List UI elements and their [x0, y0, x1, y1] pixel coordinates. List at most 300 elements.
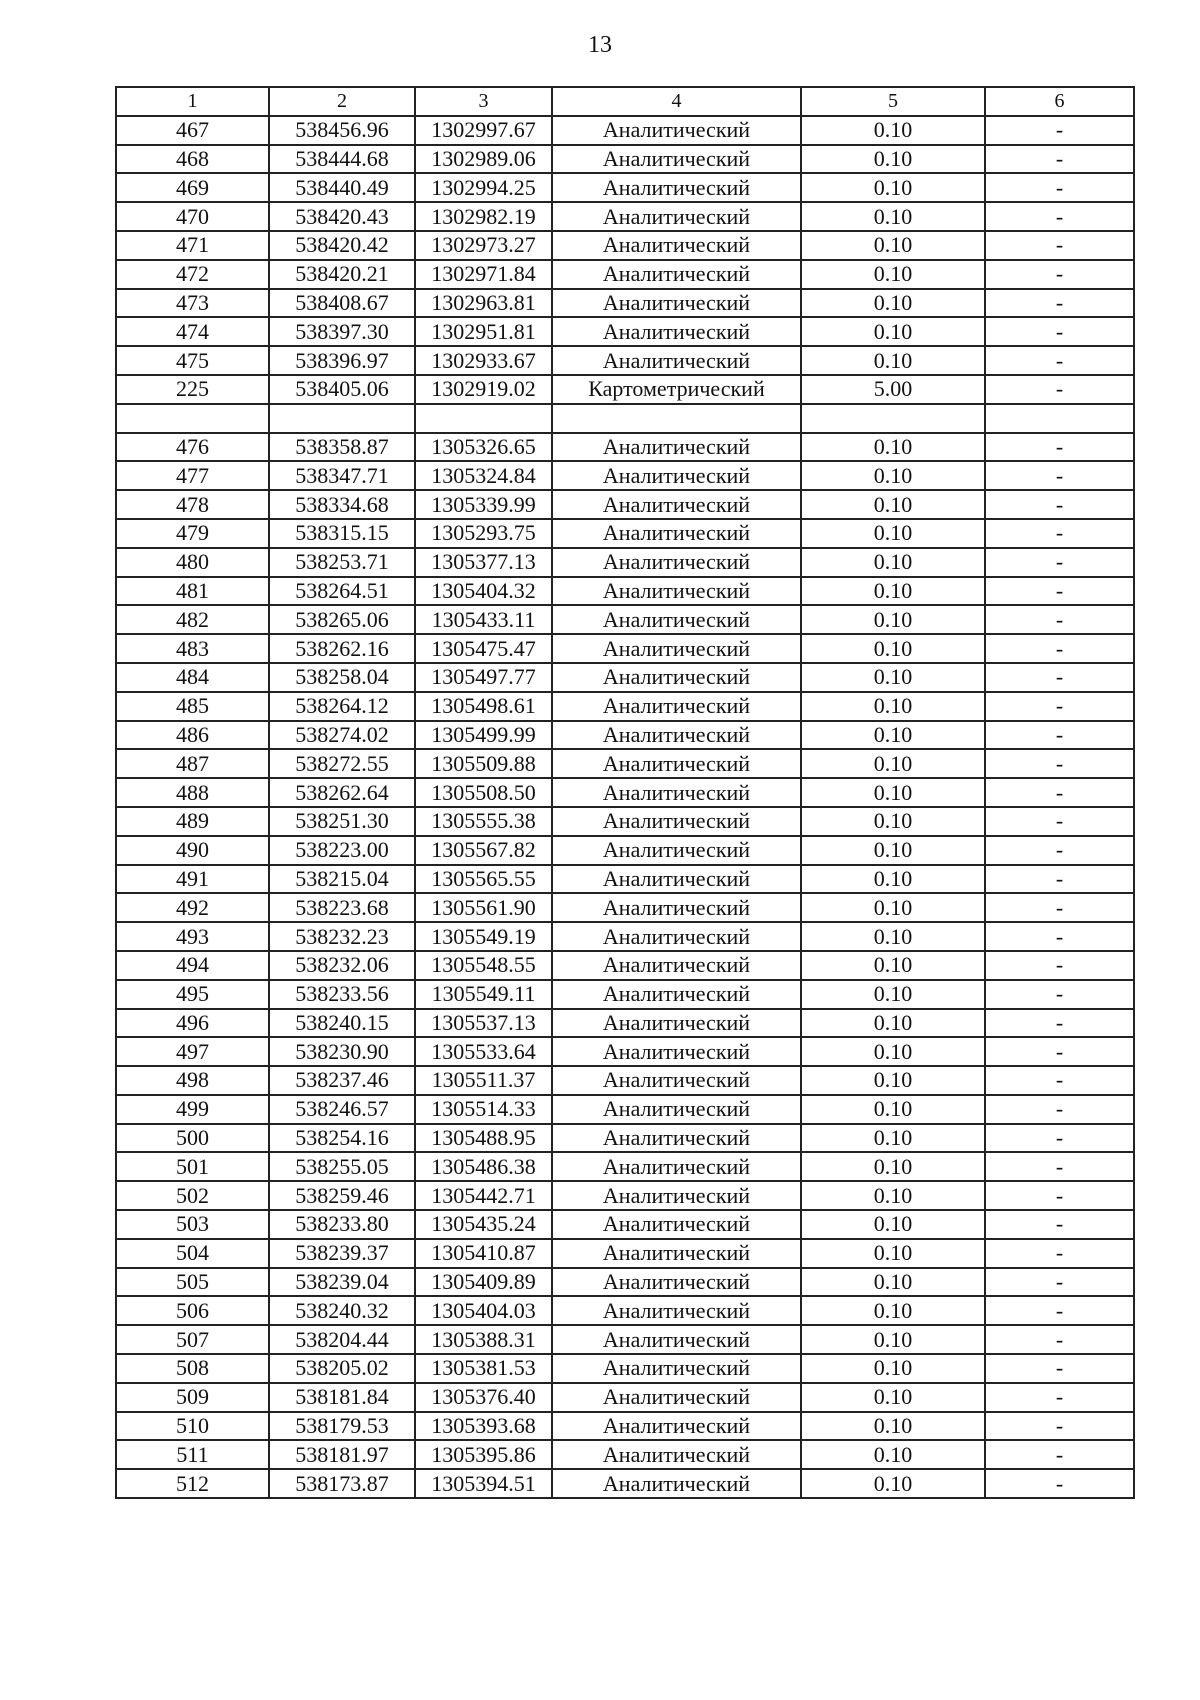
point-number-cell: 486 [116, 721, 269, 750]
y-coordinate-cell: 1302973.27 [415, 231, 552, 260]
note-cell: - [985, 663, 1134, 692]
note-cell: - [985, 577, 1134, 606]
y-coordinate-cell: 1302963.81 [415, 289, 552, 318]
note-cell: - [985, 1181, 1134, 1210]
y-coordinate-cell: 1305404.32 [415, 577, 552, 606]
method-cell: Аналитический [552, 807, 801, 836]
table-row [116, 721, 1134, 750]
accuracy-cell: 0.10 [801, 461, 985, 490]
accuracy-cell: 0.10 [801, 519, 985, 548]
table-row [116, 1412, 1134, 1441]
y-coordinate-cell: 1305514.33 [415, 1095, 552, 1124]
x-coordinate-cell: 538358.87 [269, 433, 415, 462]
point-number-cell: 482 [116, 605, 269, 634]
method-cell: Аналитический [552, 1412, 801, 1441]
y-coordinate-cell: 1305442.71 [415, 1181, 552, 1210]
accuracy-cell: 0.10 [801, 289, 985, 318]
note-cell: - [985, 116, 1134, 145]
note-cell: - [985, 1239, 1134, 1268]
accuracy-cell: 0.10 [801, 1469, 985, 1498]
method-cell: Аналитический [552, 1296, 801, 1325]
y-coordinate-cell: 1305410.87 [415, 1239, 552, 1268]
accuracy-cell: 0.10 [801, 893, 985, 922]
method-cell: Аналитический [552, 289, 801, 318]
table-row [116, 922, 1134, 951]
x-coordinate-cell: 538232.06 [269, 951, 415, 980]
point-number-cell: 512 [116, 1469, 269, 1498]
accuracy-cell: 0.10 [801, 1296, 985, 1325]
table-row [116, 951, 1134, 980]
page-number: 13 [588, 32, 612, 58]
method-cell: Аналитический [552, 1239, 801, 1268]
x-coordinate-cell: 538230.90 [269, 1037, 415, 1066]
point-number-cell: 499 [116, 1095, 269, 1124]
y-coordinate-cell: 1305475.47 [415, 634, 552, 663]
y-coordinate-cell: 1305376.40 [415, 1383, 552, 1412]
note-cell: - [985, 317, 1134, 346]
x-coordinate-cell: 538223.68 [269, 893, 415, 922]
accuracy-cell: 0.10 [801, 605, 985, 634]
x-coordinate-cell: 538233.56 [269, 980, 415, 1009]
method-cell [552, 404, 801, 433]
accuracy-cell: 5.00 [801, 375, 985, 404]
point-number-cell: 468 [116, 145, 269, 174]
y-coordinate-cell: 1305339.99 [415, 490, 552, 519]
accuracy-cell: 0.10 [801, 1383, 985, 1412]
y-coordinate-cell: 1302971.84 [415, 260, 552, 289]
point-number-cell: 484 [116, 663, 269, 692]
point-number-cell: 504 [116, 1239, 269, 1268]
table-row [116, 1066, 1134, 1095]
accuracy-cell: 0.10 [801, 778, 985, 807]
x-coordinate-cell: 538262.16 [269, 634, 415, 663]
x-coordinate-cell: 538259.46 [269, 1181, 415, 1210]
x-coordinate-cell: 538253.71 [269, 548, 415, 577]
point-number-cell: 501 [116, 1152, 269, 1181]
point-number-cell: 510 [116, 1412, 269, 1441]
y-coordinate-cell: 1305537.13 [415, 1009, 552, 1038]
y-coordinate-cell [415, 404, 552, 433]
point-number-cell: 488 [116, 778, 269, 807]
accuracy-cell: 0.10 [801, 1210, 985, 1239]
y-coordinate-cell: 1305509.88 [415, 749, 552, 778]
point-number-cell: 475 [116, 346, 269, 375]
note-cell: - [985, 807, 1134, 836]
method-cell: Аналитический [552, 202, 801, 231]
method-cell: Аналитический [552, 1066, 801, 1095]
method-cell: Аналитический [552, 346, 801, 375]
point-number-cell: 494 [116, 951, 269, 980]
y-coordinate-cell: 1305293.75 [415, 519, 552, 548]
note-cell: - [985, 778, 1134, 807]
table-row [116, 202, 1134, 231]
accuracy-cell: 0.10 [801, 145, 985, 174]
table-row [116, 865, 1134, 894]
table-row [116, 461, 1134, 490]
point-number-cell: 502 [116, 1181, 269, 1210]
table-row [116, 1268, 1134, 1297]
y-coordinate-cell: 1302982.19 [415, 202, 552, 231]
accuracy-cell: 0.10 [801, 663, 985, 692]
point-number-cell: 503 [116, 1210, 269, 1239]
y-coordinate-cell: 1302994.25 [415, 173, 552, 202]
y-coordinate-cell: 1305555.38 [415, 807, 552, 836]
x-coordinate-cell: 538315.15 [269, 519, 415, 548]
point-number-cell: 489 [116, 807, 269, 836]
method-cell: Картометрический [552, 375, 801, 404]
note-cell: - [985, 836, 1134, 865]
accuracy-cell: 0.10 [801, 116, 985, 145]
point-number-cell: 505 [116, 1268, 269, 1297]
y-coordinate-cell: 1305326.65 [415, 433, 552, 462]
method-cell: Аналитический [552, 893, 801, 922]
note-cell: - [985, 375, 1134, 404]
accuracy-cell: 0.10 [801, 1268, 985, 1297]
method-cell: Аналитический [552, 1325, 801, 1354]
y-coordinate-cell: 1305388.31 [415, 1325, 552, 1354]
point-number-cell: 477 [116, 461, 269, 490]
note-cell: - [985, 1152, 1134, 1181]
table-row [116, 634, 1134, 663]
accuracy-cell: 0.10 [801, 692, 985, 721]
note-cell: - [985, 1469, 1134, 1498]
note-cell: - [985, 1325, 1134, 1354]
note-cell: - [985, 980, 1134, 1009]
note-cell: - [985, 692, 1134, 721]
table-row [116, 260, 1134, 289]
method-cell: Аналитический [552, 1354, 801, 1383]
x-coordinate-cell: 538397.30 [269, 317, 415, 346]
x-coordinate-cell: 538239.37 [269, 1239, 415, 1268]
note-cell: - [985, 1066, 1134, 1095]
note-cell: - [985, 634, 1134, 663]
x-coordinate-cell: 538347.71 [269, 461, 415, 490]
accuracy-cell: 0.10 [801, 1440, 985, 1469]
point-number-cell: 485 [116, 692, 269, 721]
point-number-cell: 476 [116, 433, 269, 462]
accuracy-cell: 0.10 [801, 1325, 985, 1354]
x-coordinate-cell: 538246.57 [269, 1095, 415, 1124]
x-coordinate-cell: 538237.46 [269, 1066, 415, 1095]
y-coordinate-cell: 1305404.03 [415, 1296, 552, 1325]
method-cell: Аналитический [552, 980, 801, 1009]
accuracy-cell: 0.10 [801, 231, 985, 260]
table-row [116, 231, 1134, 260]
x-coordinate-cell: 538334.68 [269, 490, 415, 519]
x-coordinate-cell: 538255.05 [269, 1152, 415, 1181]
note-cell: - [985, 1296, 1134, 1325]
x-coordinate-cell: 538254.16 [269, 1124, 415, 1153]
table-row [116, 663, 1134, 692]
method-cell: Аналитический [552, 778, 801, 807]
table-row [116, 807, 1134, 836]
accuracy-cell: 0.10 [801, 1412, 985, 1441]
point-number-cell: 471 [116, 231, 269, 260]
note-cell: - [985, 1354, 1134, 1383]
note-cell: - [985, 951, 1134, 980]
method-cell: Аналитический [552, 145, 801, 174]
point-number-cell: 487 [116, 749, 269, 778]
note-cell: - [985, 145, 1134, 174]
x-coordinate-cell: 538181.84 [269, 1383, 415, 1412]
point-number-cell: 479 [116, 519, 269, 548]
y-coordinate-cell: 1302933.67 [415, 346, 552, 375]
accuracy-cell: 0.10 [801, 346, 985, 375]
table-row [116, 1325, 1134, 1354]
y-coordinate-cell: 1305497.77 [415, 663, 552, 692]
note-cell: - [985, 922, 1134, 951]
table-row [116, 1296, 1134, 1325]
method-cell: Аналитический [552, 605, 801, 634]
y-coordinate-cell: 1305511.37 [415, 1066, 552, 1095]
point-number-cell: 508 [116, 1354, 269, 1383]
method-cell: Аналитический [552, 836, 801, 865]
method-cell: Аналитический [552, 721, 801, 750]
x-coordinate-cell: 538440.49 [269, 173, 415, 202]
column-header: 4 [552, 87, 801, 116]
method-cell: Аналитический [552, 116, 801, 145]
x-coordinate-cell: 538233.80 [269, 1210, 415, 1239]
method-cell: Аналитический [552, 749, 801, 778]
accuracy-cell: 0.10 [801, 1239, 985, 1268]
point-number-cell: 491 [116, 865, 269, 894]
accuracy-cell: 0.10 [801, 922, 985, 951]
method-cell: Аналитический [552, 519, 801, 548]
table-row [116, 1037, 1134, 1066]
x-coordinate-cell: 538215.04 [269, 865, 415, 894]
point-number-cell: 498 [116, 1066, 269, 1095]
note-cell: - [985, 1124, 1134, 1153]
note-cell: - [985, 202, 1134, 231]
y-coordinate-cell: 1305498.61 [415, 692, 552, 721]
table-row [116, 893, 1134, 922]
y-coordinate-cell: 1305394.51 [415, 1469, 552, 1498]
x-coordinate-cell: 538420.43 [269, 202, 415, 231]
table-row [116, 433, 1134, 462]
y-coordinate-cell: 1305561.90 [415, 893, 552, 922]
table-row [116, 1009, 1134, 1038]
x-coordinate-cell: 538420.21 [269, 260, 415, 289]
note-cell: - [985, 1009, 1134, 1038]
method-cell: Аналитический [552, 490, 801, 519]
method-cell: Аналитический [552, 865, 801, 894]
note-cell: - [985, 548, 1134, 577]
y-coordinate-cell: 1305393.68 [415, 1412, 552, 1441]
method-cell: Аналитический [552, 461, 801, 490]
x-coordinate-cell: 538265.06 [269, 605, 415, 634]
table-row [116, 375, 1134, 404]
table-row [116, 145, 1134, 174]
y-coordinate-cell: 1305486.38 [415, 1152, 552, 1181]
x-coordinate-cell: 538258.04 [269, 663, 415, 692]
method-cell: Аналитический [552, 433, 801, 462]
accuracy-cell: 0.10 [801, 577, 985, 606]
method-cell: Аналитический [552, 634, 801, 663]
point-number-cell: 497 [116, 1037, 269, 1066]
accuracy-cell: 0.10 [801, 1124, 985, 1153]
point-number-cell: 225 [116, 375, 269, 404]
accuracy-cell: 0.10 [801, 1037, 985, 1066]
x-coordinate-cell: 538173.87 [269, 1469, 415, 1498]
note-cell: - [985, 1412, 1134, 1441]
column-header: 5 [801, 87, 985, 116]
accuracy-cell: 0.10 [801, 836, 985, 865]
accuracy-cell: 0.10 [801, 807, 985, 836]
y-coordinate-cell: 1305565.55 [415, 865, 552, 894]
x-coordinate-cell: 538272.55 [269, 749, 415, 778]
y-coordinate-cell: 1305508.50 [415, 778, 552, 807]
x-coordinate-cell: 538405.06 [269, 375, 415, 404]
accuracy-cell: 0.10 [801, 317, 985, 346]
column-header: 3 [415, 87, 552, 116]
method-cell: Аналитический [552, 1152, 801, 1181]
note-cell: - [985, 605, 1134, 634]
method-cell: Аналитический [552, 922, 801, 951]
table-row [116, 1239, 1134, 1268]
column-header: 2 [269, 87, 415, 116]
table-row [116, 1354, 1134, 1383]
table-row [116, 173, 1134, 202]
x-coordinate-cell: 538223.00 [269, 836, 415, 865]
table-row [116, 1095, 1134, 1124]
note-cell: - [985, 1383, 1134, 1412]
method-cell: Аналитический [552, 1210, 801, 1239]
point-number-cell: 492 [116, 893, 269, 922]
method-cell: Аналитический [552, 1181, 801, 1210]
method-cell: Аналитический [552, 1268, 801, 1297]
x-coordinate-cell: 538264.51 [269, 577, 415, 606]
y-coordinate-cell: 1305435.24 [415, 1210, 552, 1239]
y-coordinate-cell: 1305488.95 [415, 1124, 552, 1153]
table-row [116, 980, 1134, 1009]
table-row [116, 1181, 1134, 1210]
accuracy-cell [801, 404, 985, 433]
x-coordinate-cell: 538456.96 [269, 116, 415, 145]
note-cell: - [985, 490, 1134, 519]
point-number-cell: 506 [116, 1296, 269, 1325]
accuracy-cell: 0.10 [801, 173, 985, 202]
table-row [116, 289, 1134, 318]
point-number-cell: 481 [116, 577, 269, 606]
method-cell: Аналитический [552, 1037, 801, 1066]
x-coordinate-cell: 538232.23 [269, 922, 415, 951]
accuracy-cell: 0.10 [801, 490, 985, 519]
x-coordinate-cell: 538420.42 [269, 231, 415, 260]
note-cell: - [985, 1440, 1134, 1469]
point-number-cell: 495 [116, 980, 269, 1009]
x-coordinate-cell: 538274.02 [269, 721, 415, 750]
column-header: 6 [985, 87, 1134, 116]
x-coordinate-cell: 538264.12 [269, 692, 415, 721]
x-coordinate-cell [269, 404, 415, 433]
table-row [116, 490, 1134, 519]
point-number-cell [116, 404, 269, 433]
point-number-cell: 473 [116, 289, 269, 318]
accuracy-cell: 0.10 [801, 260, 985, 289]
y-coordinate-cell: 1305549.19 [415, 922, 552, 951]
accuracy-cell: 0.10 [801, 865, 985, 894]
table-row [116, 548, 1134, 577]
note-cell: - [985, 231, 1134, 260]
x-coordinate-cell: 538181.97 [269, 1440, 415, 1469]
method-cell: Аналитический [552, 1440, 801, 1469]
note-cell: - [985, 721, 1134, 750]
accuracy-cell: 0.10 [801, 951, 985, 980]
method-cell: Аналитический [552, 260, 801, 289]
point-number-cell: 469 [116, 173, 269, 202]
note-cell: - [985, 433, 1134, 462]
method-cell: Аналитический [552, 1383, 801, 1412]
x-coordinate-cell: 538179.53 [269, 1412, 415, 1441]
y-coordinate-cell: 1302997.67 [415, 116, 552, 145]
table-body [116, 87, 1134, 1498]
note-cell: - [985, 519, 1134, 548]
method-cell: Аналитический [552, 1009, 801, 1038]
x-coordinate-cell: 538251.30 [269, 807, 415, 836]
note-cell: - [985, 749, 1134, 778]
note-cell: - [985, 1095, 1134, 1124]
note-cell: - [985, 1037, 1134, 1066]
accuracy-cell: 0.10 [801, 634, 985, 663]
accuracy-cell: 0.10 [801, 1181, 985, 1210]
accuracy-cell: 0.10 [801, 202, 985, 231]
x-coordinate-cell: 538408.67 [269, 289, 415, 318]
note-cell: - [985, 260, 1134, 289]
accuracy-cell: 0.10 [801, 1009, 985, 1038]
column-header: 1 [116, 87, 269, 116]
method-cell: Аналитический [552, 951, 801, 980]
y-coordinate-cell: 1305395.86 [415, 1440, 552, 1469]
x-coordinate-cell: 538240.32 [269, 1296, 415, 1325]
y-coordinate-cell: 1305377.13 [415, 548, 552, 577]
point-number-cell: 472 [116, 260, 269, 289]
point-number-cell: 507 [116, 1325, 269, 1354]
x-coordinate-cell: 538396.97 [269, 346, 415, 375]
method-cell: Аналитический [552, 548, 801, 577]
method-cell: Аналитический [552, 1124, 801, 1153]
point-number-cell: 483 [116, 634, 269, 663]
y-coordinate-cell: 1302989.06 [415, 145, 552, 174]
y-coordinate-cell: 1305548.55 [415, 951, 552, 980]
point-number-cell: 496 [116, 1009, 269, 1038]
point-number-cell: 478 [116, 490, 269, 519]
table-row [116, 404, 1134, 433]
table-row [116, 605, 1134, 634]
point-number-cell: 500 [116, 1124, 269, 1153]
accuracy-cell: 0.10 [801, 1354, 985, 1383]
y-coordinate-cell: 1305324.84 [415, 461, 552, 490]
note-cell: - [985, 1210, 1134, 1239]
y-coordinate-cell: 1305409.89 [415, 1268, 552, 1297]
method-cell: Аналитический [552, 663, 801, 692]
y-coordinate-cell: 1302919.02 [415, 375, 552, 404]
y-coordinate-cell: 1305549.11 [415, 980, 552, 1009]
x-coordinate-cell: 538444.68 [269, 145, 415, 174]
note-cell [985, 404, 1134, 433]
table-row [116, 1124, 1134, 1153]
method-cell: Аналитический [552, 173, 801, 202]
method-cell: Аналитический [552, 1095, 801, 1124]
accuracy-cell: 0.10 [801, 721, 985, 750]
point-number-cell: 480 [116, 548, 269, 577]
table-row [116, 836, 1134, 865]
accuracy-cell: 0.10 [801, 749, 985, 778]
table-row [116, 577, 1134, 606]
note-cell: - [985, 865, 1134, 894]
x-coordinate-cell: 538239.04 [269, 1268, 415, 1297]
note-cell: - [985, 461, 1134, 490]
point-number-cell: 493 [116, 922, 269, 951]
